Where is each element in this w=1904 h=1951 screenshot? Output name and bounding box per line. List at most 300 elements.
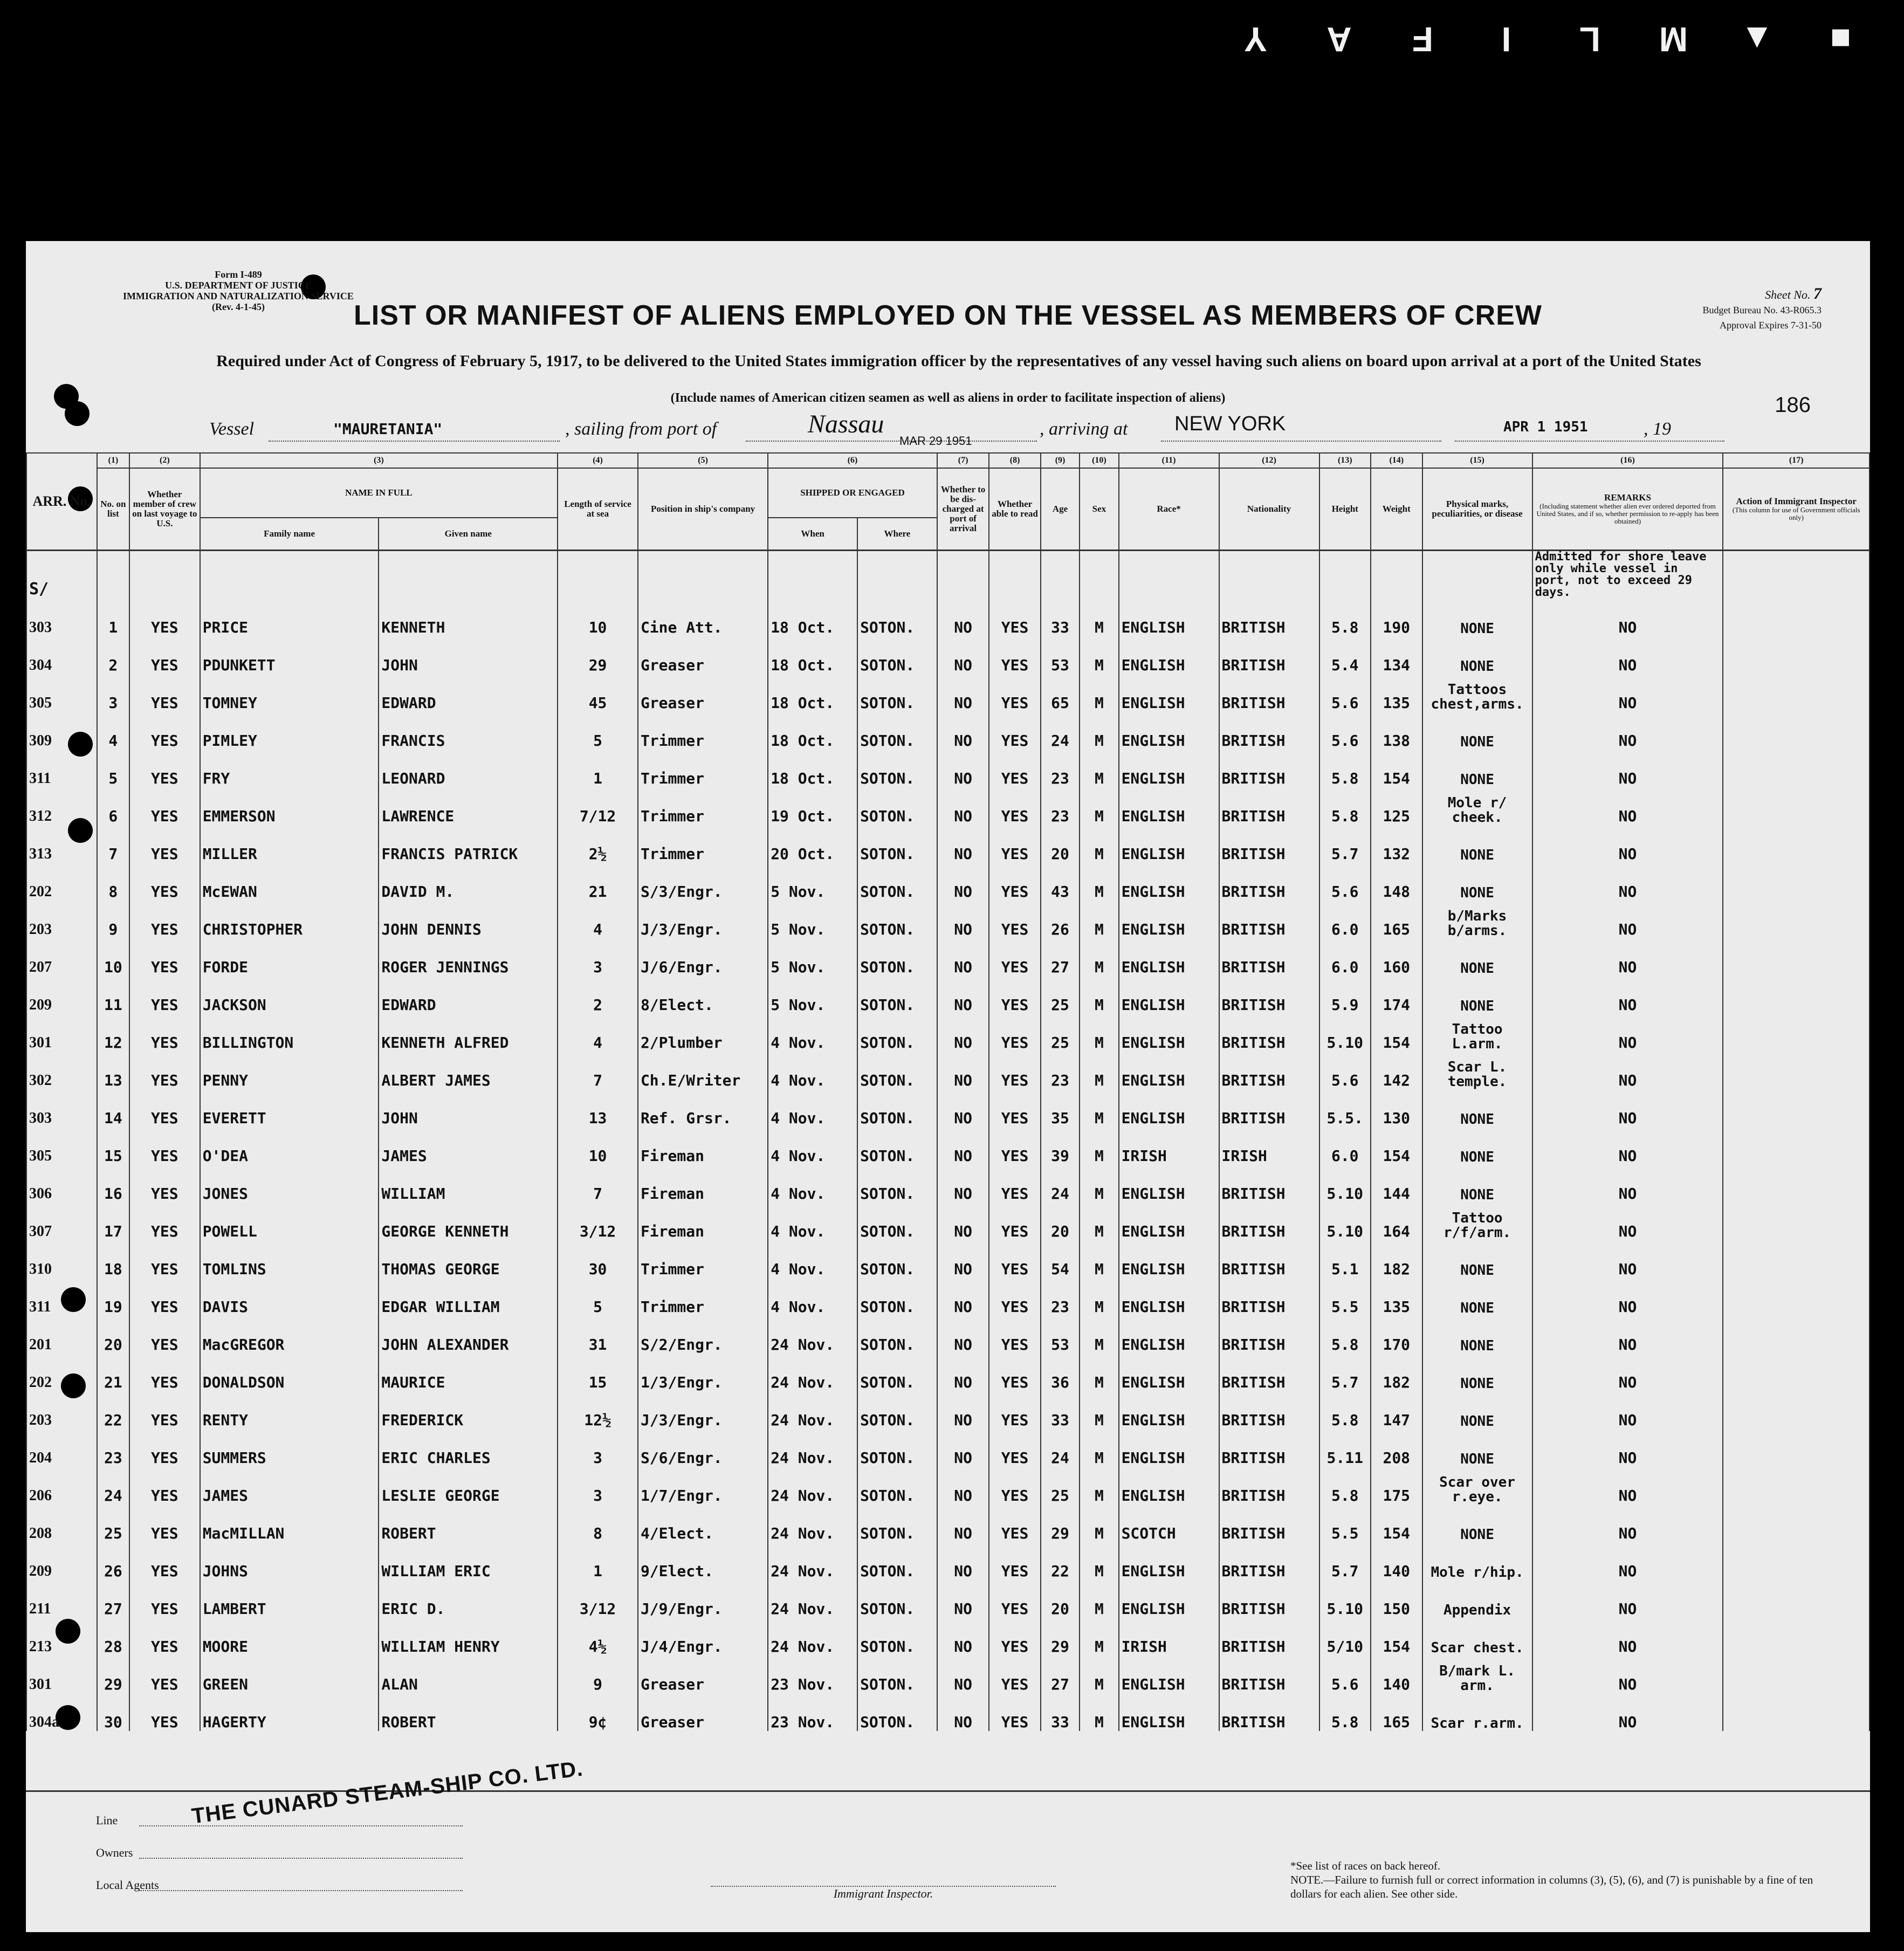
remarks-stamp: Admitted for shore leave only while vessel in port, not to exceed 29 days. [1532,550,1723,599]
cell-sex: M [1080,1165,1118,1203]
cell-shipped-when: 4 Nov. [768,1203,857,1240]
cell-age: 23 [1041,1052,1080,1089]
cell-weight: 132 [1371,825,1422,863]
film-marks [1214,16,1882,59]
cell-last-voyage: YES [129,863,200,901]
cell-last-voyage: YES [129,1165,200,1203]
cell-remarks: NO [1532,1505,1723,1542]
col-num: (7) [937,453,989,468]
cell-physical-marks: NONE [1422,1278,1532,1316]
cell-given-name: ERIC D. [379,1580,558,1618]
cell-height: 5.8 [1319,599,1371,636]
cell-shipped-when: 24 Nov. [768,1505,857,1542]
cell-action [1723,1655,1869,1693]
cell-race: ENGLISH [1119,1203,1219,1240]
cell-nationality: BRITISH [1219,1354,1319,1391]
cell-height: 5.8 [1319,750,1371,787]
table-row [26,1693,1869,1731]
cell-action [1723,1580,1869,1618]
cell-length-service: 31 [558,1316,638,1354]
table-row [26,938,1869,976]
cell-able-read: YES [989,1278,1041,1316]
cell-family-name: TOMNEY [200,674,379,712]
cell-remarks: NO [1532,750,1723,787]
cell-age: 29 [1041,1618,1080,1655]
cell-physical-marks: Scar r.arm. [1422,1693,1532,1731]
cell-weight: 165 [1371,1693,1422,1731]
cell-height: 5.6 [1319,674,1371,712]
cell-able-read: YES [989,1505,1041,1542]
cell-shipped-where: SOTON. [857,1316,937,1354]
cell-able-read: YES [989,1580,1041,1618]
cell-remarks: NO [1532,1316,1723,1354]
cell-race: ENGLISH [1119,1278,1219,1316]
cell-age: 25 [1041,976,1080,1014]
cell-shipped-when: 24 Nov. [768,1391,857,1429]
cell-race: ENGLISH [1119,1165,1219,1203]
table-row [26,825,1869,863]
cell-shipped-when: 5 Nov. [768,901,857,938]
cell-weight: 154 [1371,1618,1422,1655]
table-row [26,1618,1869,1655]
agents-label: Local Agents [96,1878,159,1892]
col-num: (8) [989,453,1041,468]
cell-race: ENGLISH [1119,1429,1219,1467]
cell-given-name: EDWARD [379,674,558,712]
cell-age: 23 [1041,1278,1080,1316]
cell-remarks: NO [1532,787,1723,825]
cell-nationality: BRITISH [1219,1240,1319,1278]
cell-height: 5.11 [1319,1429,1371,1467]
vessel-line [209,410,1719,448]
cell-list-no: 8 [97,863,129,901]
cell-remarks: NO [1532,599,1723,636]
table-row [26,1240,1869,1278]
cell-list-no: 18 [97,1240,129,1278]
cell-discharged: NO [937,1278,989,1316]
cell-remarks: NO [1532,1278,1723,1316]
col-when: When [768,518,857,550]
cell-able-read: YES [989,825,1041,863]
cell-arr-no: 304 [26,636,97,674]
cell-given-name: THOMAS GEORGE [379,1240,558,1278]
cell-discharged: NO [937,1655,989,1693]
cell-arr-no: 203 [26,901,97,938]
cell-remarks: NO [1532,1052,1723,1089]
cell-length-service: 5 [558,1278,638,1316]
cell-weight: 150 [1371,1580,1422,1618]
cell-position: Greaser [638,1693,768,1731]
cell-arr-no: 209 [26,976,97,1014]
table-row [26,1429,1869,1467]
cell-discharged: NO [937,750,989,787]
cell-shipped-where: SOTON. [857,599,937,636]
cell-able-read: YES [989,1618,1041,1655]
cell-shipped-where: SOTON. [857,787,937,825]
cell-race: ENGLISH [1119,1467,1219,1505]
cell-family-name: EMMERSON [200,787,379,825]
cell-nationality: BRITISH [1219,1542,1319,1580]
cell-last-voyage: YES [129,712,200,750]
cell-physical-marks: NONE [1422,825,1532,863]
cell-physical-marks: Tattoo L.arm. [1422,1014,1532,1052]
cell-length-service: 3/12 [558,1203,638,1240]
cell-nationality: BRITISH [1219,712,1319,750]
cell-shipped-where: SOTON. [857,674,937,712]
cell-arr-no: 303 [26,599,97,636]
cell-discharged: NO [937,674,989,712]
cell-able-read: YES [989,901,1041,938]
cell-sex: M [1080,1693,1118,1731]
cell-shipped-where: SOTON. [857,1165,937,1203]
table-row [26,901,1869,938]
owner-stamp: THE CUNARD STEAM-SHIP CO. LTD. [190,1756,585,1829]
cell-able-read: YES [989,1089,1041,1127]
col-weight: Weight [1371,468,1422,550]
cell-position: Trimmer [638,787,768,825]
film-mark: ▲ [1740,20,1775,59]
table-row [26,1655,1869,1693]
cell-weight: 154 [1371,1505,1422,1542]
cell-height: 5.4 [1319,636,1371,674]
cell-shipped-when: 24 Nov. [768,1429,857,1467]
cell-action [1723,1278,1869,1316]
cell-physical-marks: NONE [1422,750,1532,787]
cell-length-service: 13 [558,1089,638,1127]
cell-shipped-where: SOTON. [857,1089,937,1127]
col-physical-marks: Physical marks, peculiarities, or disease [1422,468,1532,550]
cell-discharged: NO [937,787,989,825]
cell-action [1723,636,1869,674]
cell-weight: 138 [1371,712,1422,750]
cell-age: 29 [1041,1505,1080,1542]
cell-position: Trimmer [638,750,768,787]
sheet-number: 7 [1813,285,1821,303]
cell-position: S/6/Engr. [638,1429,768,1467]
cell-physical-marks: NONE [1422,1505,1532,1542]
cell-remarks: NO [1532,938,1723,976]
cell-position: 1/3/Engr. [638,1354,768,1391]
cell-position: Fireman [638,1165,768,1203]
cell-last-voyage: YES [129,636,200,674]
cell-age: 20 [1041,1203,1080,1240]
cell-remarks: NO [1532,976,1723,1014]
cell-shipped-where: SOTON. [857,750,937,787]
cell-length-service: 8 [558,1505,638,1542]
cell-shipped-where: SOTON. [857,901,937,938]
cell-shipped-when: 18 Oct. [768,636,857,674]
cell-able-read: YES [989,1240,1041,1278]
cell-nationality: BRITISH [1219,1165,1319,1203]
cell-discharged: NO [937,1089,989,1127]
cell-position: Trimmer [638,1240,768,1278]
cell-sex: M [1080,1542,1118,1580]
cell-remarks: NO [1532,636,1723,674]
cell-physical-marks: NONE [1422,1429,1532,1467]
footnote-races: *See list of races on back hereof. [1290,1859,1441,1872]
cell-nationality: BRITISH [1219,1693,1319,1731]
table-row [26,599,1869,636]
cell-family-name: RENTY [200,1391,379,1429]
table-row [26,1316,1869,1354]
cell-age: 24 [1041,1165,1080,1203]
cell-able-read: YES [989,1014,1041,1052]
cell-height: 5.9 [1319,976,1371,1014]
cell-discharged: NO [937,1014,989,1052]
cell-length-service: 4 [558,1014,638,1052]
cell-list-no: 14 [97,1089,129,1127]
cell-list-no: 28 [97,1618,129,1655]
cell-sex: M [1080,636,1118,674]
cell-position: 8/Elect. [638,976,768,1014]
cell-weight: 170 [1371,1316,1422,1354]
cell-shipped-where: SOTON. [857,976,937,1014]
col-no-on-list: No. on list [97,468,129,550]
cell-last-voyage: YES [129,787,200,825]
cell-remarks: NO [1532,674,1723,712]
cell-last-voyage: YES [129,674,200,712]
cell-weight: 154 [1371,1014,1422,1052]
cell-age: 22 [1041,1542,1080,1580]
cell-height: 5.10 [1319,1014,1371,1052]
cell-length-service: 2 [558,976,638,1014]
cell-list-no: 10 [97,938,129,976]
cell-length-service: 1 [558,750,638,787]
cell-given-name: JOHN ALEXANDER [379,1316,558,1354]
cell-action [1723,1467,1869,1505]
cell-shipped-where: SOTON. [857,1655,937,1693]
cell-discharged: NO [937,1618,989,1655]
cell-position: J/3/Engr. [638,901,768,938]
cell-nationality: BRITISH [1219,976,1319,1014]
cell-last-voyage: YES [129,1240,200,1278]
cell-last-voyage: YES [129,1391,200,1429]
cell-weight: 182 [1371,1240,1422,1278]
cell-nationality: BRITISH [1219,750,1319,787]
cell-discharged: NO [937,599,989,636]
cell-list-no: 23 [97,1429,129,1467]
cell-list-no: 5 [97,750,129,787]
cell-age: 54 [1041,1240,1080,1278]
film-mark: F [1412,20,1434,59]
cell-able-read: YES [989,750,1041,787]
cell-height: 5.1 [1319,1240,1371,1278]
cell-position: J/4/Engr. [638,1618,768,1655]
cell-height: 5.6 [1319,1655,1371,1693]
film-mark: ■ [1830,20,1851,59]
cell-age: 20 [1041,825,1080,863]
cell-list-no: 24 [97,1467,129,1505]
cell-height: 5.8 [1319,1467,1371,1505]
col-num: (6) [768,453,937,468]
cell-age: 33 [1041,1693,1080,1731]
cell-sex: M [1080,674,1118,712]
cell-race: ENGLISH [1119,712,1219,750]
cell-family-name: POWELL [200,1203,379,1240]
cell-age: 65 [1041,674,1080,712]
cell-nationality: BRITISH [1219,1467,1319,1505]
cell-physical-marks: NONE [1422,1127,1532,1165]
cell-list-no: 27 [97,1580,129,1618]
cell-shipped-when: 4 Nov. [768,1240,857,1278]
cell-height: 5.7 [1319,1542,1371,1580]
cell-family-name: O'DEA [200,1127,379,1165]
cell-physical-marks: B/mark L. arm. [1422,1655,1532,1693]
cell-height: 5.5 [1319,1278,1371,1316]
cell-able-read: YES [989,863,1041,901]
cell-weight: 160 [1371,938,1422,976]
cell-shipped-where: SOTON. [857,636,937,674]
cell-race: ENGLISH [1119,1354,1219,1391]
cell-race: ENGLISH [1119,1316,1219,1354]
cell-shipped-when: 4 Nov. [768,1127,857,1165]
cell-arr-no: 311 [26,750,97,787]
cell-given-name: KENNETH [379,599,558,636]
cell-physical-marks: NONE [1422,1316,1532,1354]
cell-shipped-where: SOTON. [857,1278,937,1316]
col-shipped: SHIPPED OR ENGAGED [768,468,937,518]
cell-age: 33 [1041,1391,1080,1429]
cell-height: 5.8 [1319,787,1371,825]
sail-date-stamp: MAR 29 1951 [899,434,972,448]
cell-physical-marks: NONE [1422,1391,1532,1429]
cell-list-no: 20 [97,1316,129,1354]
cell-able-read: YES [989,1693,1041,1731]
cell-able-read: YES [989,1203,1041,1240]
page-stamp: 186 [1775,393,1811,417]
cell-discharged: NO [937,1127,989,1165]
cell-list-no: 26 [97,1542,129,1580]
cell-race: SCOTCH [1119,1505,1219,1542]
cell-arr-no: 206 [26,1467,97,1505]
film-mark: A [1326,20,1352,59]
remarks-note: (Including statement whether alien ever ordered deported from United States, and if so, whether permission to re-apply has been obtained) [1536,502,1719,525]
cell-last-voyage: YES [129,1542,200,1580]
cell-last-voyage: YES [129,825,200,863]
cell-physical-marks: NONE [1422,1165,1532,1203]
cell-action [1723,750,1869,787]
cell-physical-marks: NONE [1422,1089,1532,1127]
col-sex: Sex [1080,468,1118,550]
cell-physical-marks: Scar L. temple. [1422,1052,1532,1089]
cell-family-name: MacMILLAN [200,1505,379,1542]
cell-able-read: YES [989,1165,1041,1203]
cell-position: Trimmer [638,1278,768,1316]
cell-position: 4/Elect. [638,1505,768,1542]
arrival-port: NEW YORK [1174,413,1286,435]
cell-weight: 140 [1371,1655,1422,1693]
line-label: Line [96,1813,118,1827]
cell-race: ENGLISH [1119,1014,1219,1052]
cell-able-read: YES [989,938,1041,976]
table-row [26,1354,1869,1391]
cell-shipped-when: 18 Oct. [768,674,857,712]
cell-list-no: 3 [97,674,129,712]
cell-shipped-when: 23 Nov. [768,1693,857,1731]
table-row [26,712,1869,750]
cell-physical-marks: NONE [1422,712,1532,750]
vessel-name: "MAURETANIA" [333,420,443,438]
cell-given-name: LESLIE GEORGE [379,1467,558,1505]
cell-age: 25 [1041,1467,1080,1505]
cell-remarks: NO [1532,1618,1723,1655]
cell-shipped-when: 24 Nov. [768,1618,857,1655]
cell-position: Fireman [638,1203,768,1240]
table-row [26,1089,1869,1127]
col-num: (17) [1723,453,1869,468]
cell-list-no: 17 [97,1203,129,1240]
table-row [26,674,1869,712]
cell-remarks: NO [1532,1127,1723,1165]
cell-race: ENGLISH [1119,1542,1219,1580]
cell-family-name: McEWAN [200,863,379,901]
cell-arr-no: 202 [26,1354,97,1391]
cell-family-name: PRICE [200,599,379,636]
cell-action [1723,1052,1869,1089]
cell-family-name: DAVIS [200,1278,379,1316]
cell-age: 53 [1041,636,1080,674]
cell-family-name: JONES [200,1165,379,1203]
cell-shipped-when: 20 Oct. [768,825,857,863]
vessel-label: Vessel [209,419,255,439]
cell-family-name: JAMES [200,1467,379,1505]
cell-arr-no: 203 [26,1391,97,1429]
include-note: (Include names of American citizen seamen as well as aliens in order to facilitate inspection of aliens) [670,391,1226,405]
cell-family-name: DONALDSON [200,1354,379,1391]
cell-sex: M [1080,1655,1118,1693]
col-num: (9) [1041,453,1080,468]
cell-able-read: YES [989,599,1041,636]
cell-shipped-where: SOTON. [857,1014,937,1052]
cell-shipped-when: 5 Nov. [768,976,857,1014]
cell-sex: M [1080,1467,1118,1505]
cell-last-voyage: YES [129,1655,200,1693]
cell-given-name: ALAN [379,1655,558,1693]
cell-physical-marks: Tattoos chest,arms. [1422,674,1532,712]
cell-arr-no: 311 [26,1278,97,1316]
cell-nationality: BRITISH [1219,1429,1319,1467]
cell-given-name: FREDERICK [379,1391,558,1429]
cell-sex: M [1080,599,1118,636]
col-num: (14) [1371,453,1422,468]
cell-position: Greaser [638,636,768,674]
cell-family-name: FRY [200,750,379,787]
cell-age: 20 [1041,1580,1080,1618]
cell-shipped-when: 19 Oct. [768,787,857,825]
cell-height: 6.0 [1319,938,1371,976]
col-num: (13) [1319,453,1371,468]
cell-physical-marks: Appendix [1422,1580,1532,1618]
cell-race: IRISH [1119,1127,1219,1165]
cell-discharged: NO [937,1467,989,1505]
cell-action [1723,1127,1869,1165]
col-race: Race* [1119,468,1219,550]
cell-race: ENGLISH [1119,863,1219,901]
cell-list-no: 22 [97,1391,129,1429]
cell-given-name: ERIC CHARLES [379,1429,558,1467]
cell-physical-marks: b/Marks b/arms. [1422,901,1532,938]
cell-action [1723,1316,1869,1354]
col-discharged: Whether to be dis-charged at port of arrival [937,468,989,550]
cell-family-name: FORDE [200,938,379,976]
film-mark: L [1579,20,1601,59]
cell-remarks: NO [1532,1580,1723,1618]
cell-list-no: 4 [97,712,129,750]
cell-shipped-where: SOTON. [857,1203,937,1240]
col-num: (1) [97,453,129,468]
cell-length-service: 3 [558,938,638,976]
cell-discharged: NO [937,712,989,750]
